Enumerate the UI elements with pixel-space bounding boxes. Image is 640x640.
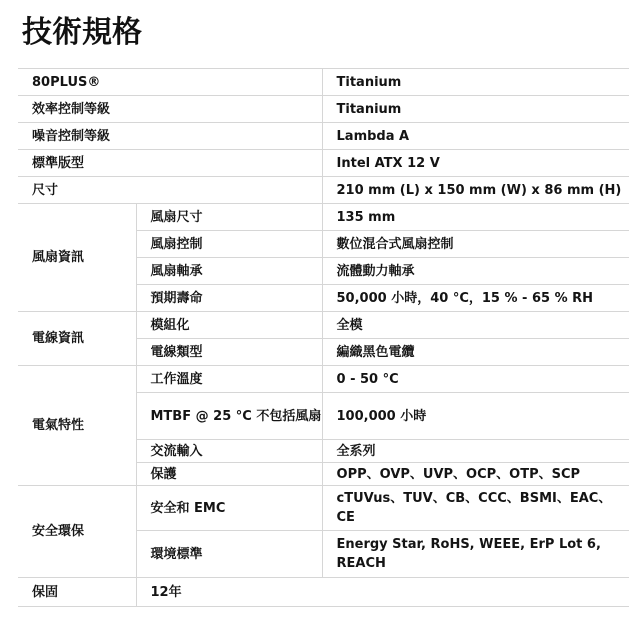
row-label-temp: 工作溫度 bbox=[136, 366, 322, 393]
row-value-env: Energy Star, RoHS, WEEE, ErP Lot 6, REACH bbox=[322, 531, 629, 578]
row-value-temp: 0 - 50 °C bbox=[322, 366, 629, 393]
row-value-cable-type: 編織黑色電纜 bbox=[322, 339, 629, 366]
row-value-mtbf: 100,000 小時 bbox=[322, 393, 629, 440]
table-row bbox=[18, 69, 629, 96]
table-row bbox=[18, 312, 629, 339]
row-value-protection: OPP、OVP、UVP、OCP、OTP、SCP bbox=[322, 463, 629, 486]
row-label-dimensions: 尺寸 bbox=[18, 177, 322, 204]
table-row bbox=[18, 578, 629, 607]
row-value-dimensions: 210 mm (L) x 150 mm (W) x 86 mm (H) bbox=[322, 177, 629, 204]
row-value-fan-bearing: 流體動力軸承 bbox=[322, 258, 629, 285]
row-label-warranty: 保固 bbox=[18, 578, 136, 607]
row-label-cable-type: 電線類型 bbox=[136, 339, 322, 366]
table-row bbox=[18, 96, 629, 123]
page-title: 技術規格 bbox=[22, 15, 142, 50]
group-label-electrical: 電氣特性 bbox=[18, 366, 136, 486]
table-row bbox=[18, 150, 629, 177]
table-row bbox=[18, 177, 629, 204]
row-value-noise: Lambda A bbox=[322, 123, 629, 150]
row-label-form-factor: 標準版型 bbox=[18, 150, 322, 177]
row-value-fan-control: 數位混合式風扇控制 bbox=[322, 231, 629, 258]
row-value-cable-modular: 全模 bbox=[322, 312, 629, 339]
table-row bbox=[18, 486, 629, 531]
row-label-efficiency: 效率控制等級 bbox=[18, 96, 322, 123]
row-label-fan-life: 預期壽命 bbox=[136, 285, 322, 312]
spec-table bbox=[18, 68, 629, 607]
row-label-fan-size: 風扇尺寸 bbox=[136, 204, 322, 231]
row-label-cable-modular: 模組化 bbox=[136, 312, 322, 339]
group-label-fan: 風扇資訊 bbox=[18, 204, 136, 312]
row-value-fan-life: 50,000 小時，40 °C，15 % - 65 % RH bbox=[322, 285, 629, 312]
table-row bbox=[18, 123, 629, 150]
row-label-env: 環境標準 bbox=[136, 531, 322, 578]
row-label-ac-input: 交流輸入 bbox=[136, 440, 322, 463]
table-row bbox=[18, 204, 629, 231]
row-value-warranty: 12年 bbox=[136, 578, 629, 607]
table-row bbox=[18, 366, 629, 393]
row-label-80plus: 80PLUS® bbox=[18, 69, 322, 96]
row-value-ac-input: 全系列 bbox=[322, 440, 629, 463]
row-value-efficiency: Titanium bbox=[322, 96, 629, 123]
row-value-fan-size: 135 mm bbox=[322, 204, 629, 231]
row-label-mtbf: MTBF @ 25 °C 不包括風扇 bbox=[136, 393, 322, 440]
row-value-form-factor: Intel ATX 12 V bbox=[322, 150, 629, 177]
row-value-emc: cTUVus、TUV、CB、CCC、BSMI、EAC、CE bbox=[322, 486, 629, 531]
group-label-safety: 安全環保 bbox=[18, 486, 136, 578]
row-label-fan-control: 風扇控制 bbox=[136, 231, 322, 258]
row-label-noise: 噪音控制等級 bbox=[18, 123, 322, 150]
row-label-emc: 安全和 EMC bbox=[136, 486, 322, 531]
row-label-protection: 保護 bbox=[136, 463, 322, 486]
row-value-80plus: Titanium bbox=[322, 69, 629, 96]
group-label-cable: 電線資訊 bbox=[18, 312, 136, 366]
row-label-fan-bearing: 風扇軸承 bbox=[136, 258, 322, 285]
